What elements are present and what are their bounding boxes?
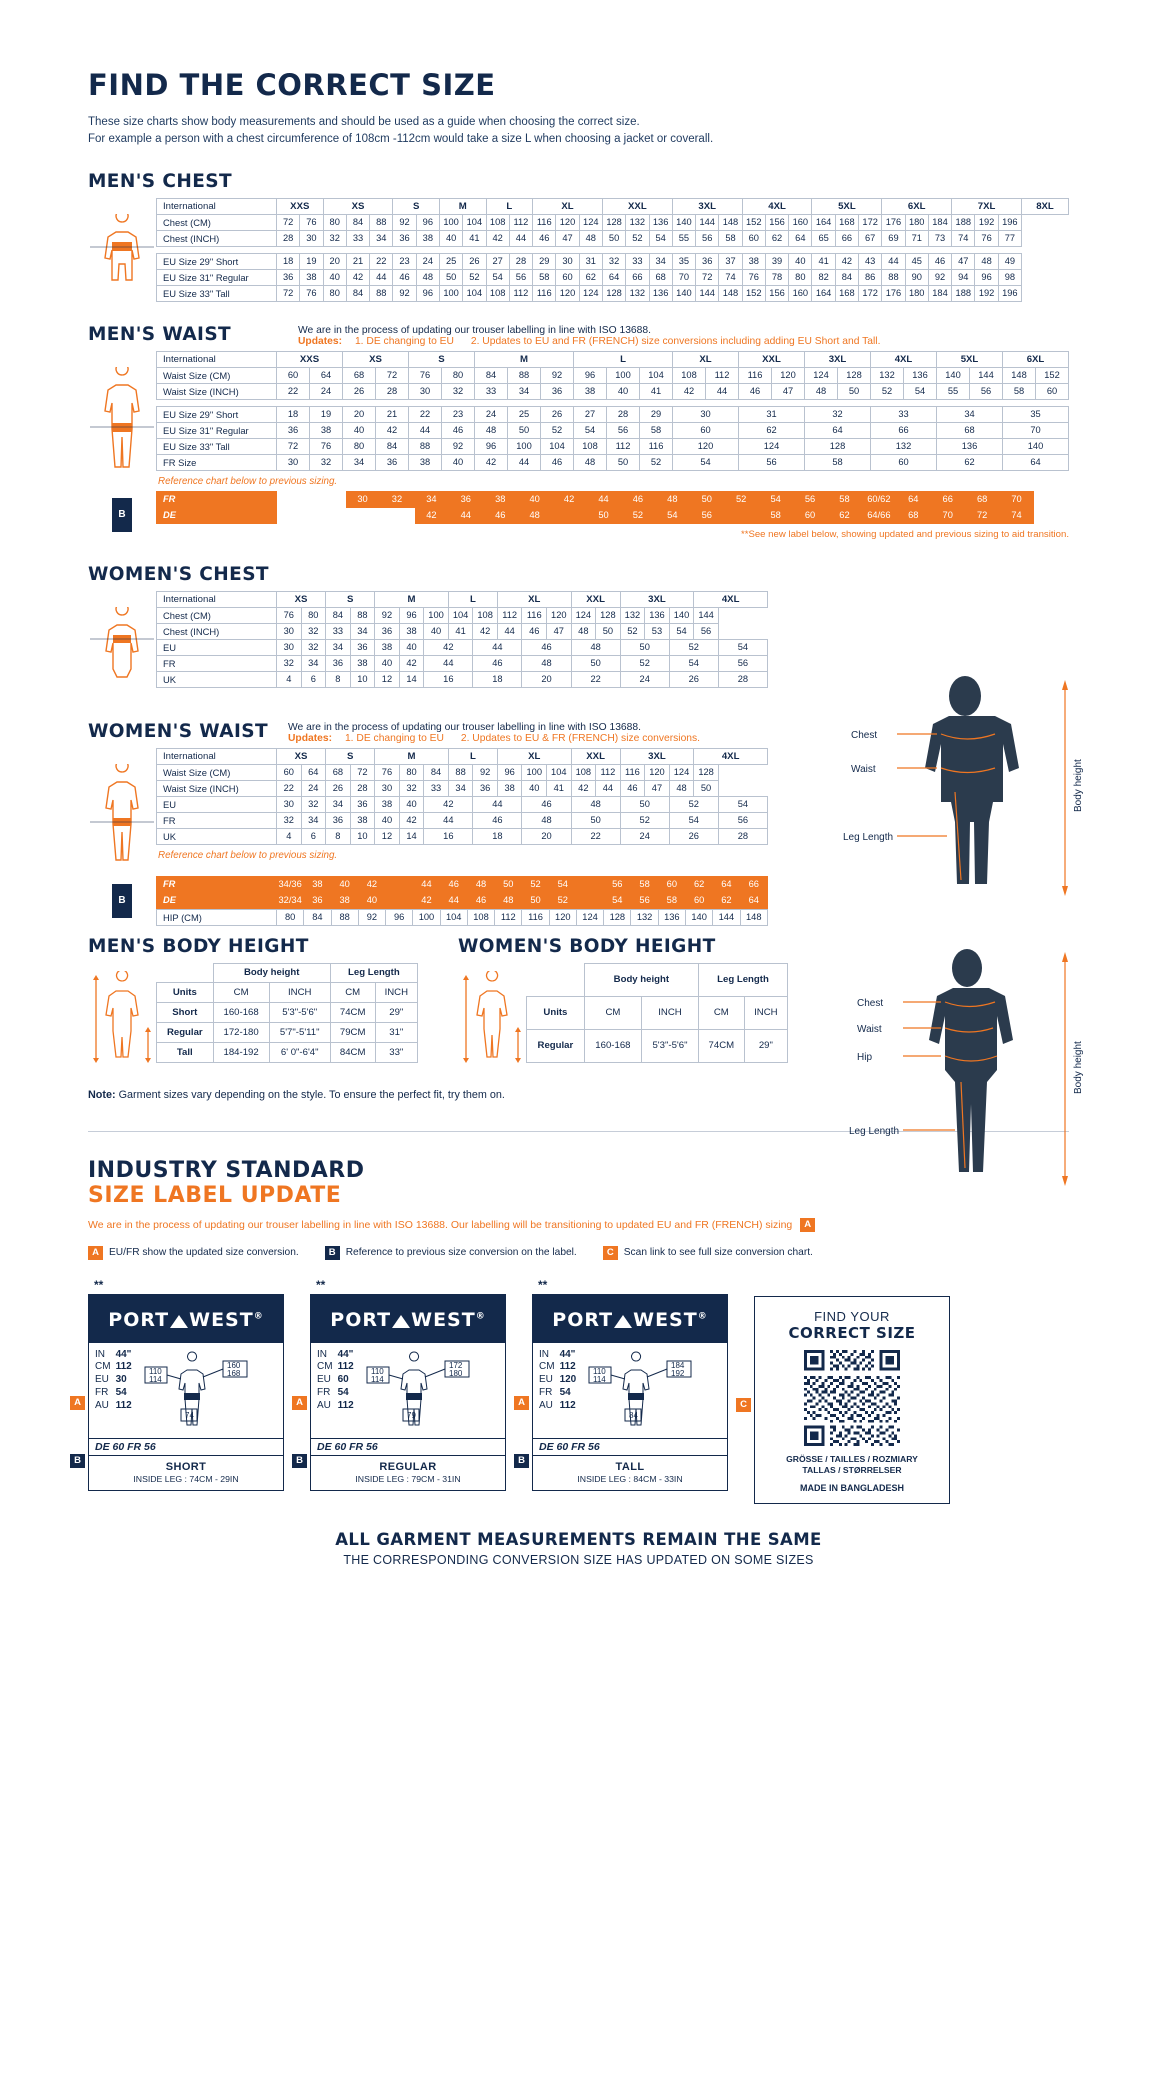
mannequin-f-label-leg-length: Leg Length <box>849 1126 900 1137</box>
male-height-figure-icon <box>88 963 156 1063</box>
mens-waist-previous-fr-de-table <box>156 491 1069 524</box>
table-row: Chest (CM) 76 80 84 88 92 96 100 104 108 112 116 120 124 128 132 136 140 144 <box>157 607 768 623</box>
table-header-row: International XXS XS S M L XL XXL 3XL 4XL 5XL 6XL 7XL 8XL <box>157 198 1069 214</box>
section-title-womens-body-height: WOMEN'S BODY HEIGHT <box>458 935 716 957</box>
womens-waist-previous-fr-de-table <box>156 876 768 909</box>
label-previous-sizes-regular: DE 60 FR 56 <box>311 1438 505 1455</box>
closing-statement <box>88 1530 1069 1567</box>
section-title-womens-waist: WOMEN'S WAIST <box>88 720 269 742</box>
badge-a-tall: A <box>514 1396 529 1410</box>
qr-languages-line2: TALLAS / STØRRELSER <box>802 1465 902 1476</box>
section-title-womens-chest: WOMEN'S CHEST <box>88 563 269 585</box>
fit-note-text: Garment sizes vary depending on the style. To ensure the perfect fit, try them on. <box>115 1088 505 1101</box>
label-stars-short: ** <box>94 1277 104 1292</box>
womens-waist-update-2: 2. Updates to EU & FR (FRENCH) size conversions. <box>460 732 701 744</box>
table-row: Tall 184-192 6' 0"-6'4" 84CM 33" <box>157 1042 418 1062</box>
label-inside-leg-regular: INSIDE LEG : 79CM - 31IN <box>355 1473 461 1484</box>
mens-waist-update-2: 2. Updates to EU and FR (FRENCH) size conversions including adding EU Short and Tall. <box>470 335 881 347</box>
table-row: Short 160-168 5'3"-5'6" 74CM 29" <box>157 1003 418 1023</box>
intro-line-1: These size charts show body measurements and should be used as a guide when choosing the correct size. <box>88 116 640 128</box>
mens-waist-table <box>156 351 1069 471</box>
table-row: EU Size 31" Regular 36 38 40 42 44 46 48 50 52 54 56 58 60 62 64 66 68 70 <box>157 422 1069 438</box>
table-row: UK 4 6 8 10 12 14 16 18 20 22 24 26 28 <box>157 828 768 844</box>
industry-standard-title: INDUSTRY STANDARD <box>88 1157 365 1183</box>
svg-text:184: 184 <box>671 1360 685 1370</box>
table-row: Units CM INCH CM INCH <box>527 996 788 1029</box>
badge-b-regular: B <box>292 1454 307 1468</box>
mannequin-label-waist: Waist <box>851 764 876 775</box>
intro-text <box>88 114 1069 149</box>
label-card-tall <box>518 1277 728 1491</box>
womens-waist-note-main: We are in the process of updating our trouser labelling in line with ISO 13688. <box>288 721 641 733</box>
spacer-cell <box>527 963 585 996</box>
spacer-cell <box>157 963 214 983</box>
portwest-logo-short: PORT WEST® <box>89 1295 283 1343</box>
label-previous-sizes-tall: DE 60 FR 56 <box>533 1438 727 1455</box>
table-row: EU Size 33" Tall 72 76 80 84 88 92 96 100 104 108 112 116 120 124 128 132 136 140 144 148 152 156 160 164 168 172 176 180 184 188 192 196 <box>157 285 1069 301</box>
svg-text:79: 79 <box>406 1410 416 1420</box>
label-examples <box>74 1277 1069 1504</box>
womens-waist-update-1: 1. DE changing to EU <box>344 732 444 744</box>
mens-waist-footnote: **See new label below, showing updated and previous sizing to aid transition. <box>740 528 1069 540</box>
label-sizes-tall: IN 44" CM 112 EU 120 FR 54 AU 112 <box>539 1348 577 1411</box>
svg-text:110: 110 <box>370 1366 384 1376</box>
mens-waist-update-1: 1. DE changing to EU <box>354 335 454 347</box>
table-row: FR 32 34 36 38 40 42 44 46 48 50 52 54 56 <box>157 812 768 828</box>
legend-item-a <box>88 1246 299 1260</box>
male-mannequin <box>837 672 1087 902</box>
label-fit-short: SHORT <box>165 1460 207 1473</box>
table-row: Waist Size (INCH) 22 24 26 28 30 32 33 34 36 38 40 41 42 44 46 47 48 50 <box>157 780 768 796</box>
label-figure-regular <box>359 1349 501 1436</box>
legend-text-b: Reference to previous size conversion on the label. <box>345 1247 577 1258</box>
table-row: FR 30 32 34 36 38 40 42 44 46 48 50 52 54 56 58 60/62 64 66 68 70 <box>157 491 1069 507</box>
closing-line-1: ALL GARMENT MEASUREMENTS REMAIN THE SAME <box>335 1529 822 1549</box>
mannequin-f-label-chest: Chest <box>857 998 884 1009</box>
badge-c-icon: C <box>603 1246 618 1260</box>
male-waist-figure-icon <box>88 351 156 491</box>
legend-text-c: Scan link to see full size conversion chart. <box>623 1247 813 1258</box>
table-row: Chest (INCH) 28 30 32 33 34 36 38 40 41 42 44 46 47 48 50 52 54 55 56 58 60 62 64 65 66 67 69 71 73 74 76 77 <box>157 230 1069 246</box>
table-row: EU Size 33" Tall 72 76 80 84 88 92 96 100 104 108 112 116 120 124 128 132 136 140 <box>157 438 1069 454</box>
label-inside-leg-tall: INSIDE LEG : 84CM - 33IN <box>577 1473 683 1484</box>
mens-body-height-table <box>156 963 418 1063</box>
label-fit-tall: TALL <box>615 1460 645 1473</box>
table-row: Waist Size (CM) 60 64 68 72 76 80 84 88 92 96 100 104 108 112 116 120 124 128 132 136 140 144 148 152 <box>157 367 1069 383</box>
womens-body-height-table <box>526 963 788 1063</box>
section-title-mens-chest: MEN'S CHEST <box>88 170 232 192</box>
badge-b-short: B <box>70 1454 85 1468</box>
svg-text:84: 84 <box>629 1410 639 1420</box>
table-row: HIP (CM) 80 84 88 92 96 100 104 108 112 116 120 124 128 132 136 140 144 148 <box>157 909 768 925</box>
fit-note-label: Note: <box>88 1088 116 1101</box>
female-waist-figure-icon <box>88 748 156 876</box>
mens-chest-table <box>156 198 1069 302</box>
section-title-mens-body-height: MEN'S BODY HEIGHT <box>88 935 309 957</box>
badge-b-tall: B <box>514 1454 529 1468</box>
mens-waist-note-main: We are in the process of updating our trouser labelling in line with ISO 13688. <box>298 324 651 336</box>
womens-waist-block <box>88 748 768 876</box>
mannequin-illustrations <box>837 672 1087 1194</box>
mens-chest-block <box>88 198 1069 310</box>
table-row: EU 30 32 34 36 38 40 42 44 46 48 50 52 54 <box>157 639 768 655</box>
mens-waist-updates-label: Updates: <box>298 335 343 347</box>
qr-find-your: FIND YOUR <box>814 1308 890 1324</box>
table-header-row: International XS S M L XL XXL 3XL 4XL <box>157 748 768 764</box>
table-row: Regular 172-180 5'7"-5'11" 79CM 31" <box>157 1022 418 1042</box>
svg-text:114: 114 <box>148 1374 162 1384</box>
closing-line-2: THE CORRESPONDING CONVERSION SIZE HAS UPDATED ON SOME SIZES <box>343 1552 814 1567</box>
mannequin-f-label-hip: Hip <box>857 1052 873 1063</box>
svg-text:110: 110 <box>593 1366 607 1376</box>
legend-item-c <box>603 1246 813 1260</box>
table-row: EU Size 29" Short 18 19 20 21 22 23 24 25 26 27 28 29 30 31 32 33 34 35 <box>157 406 1069 422</box>
table-row: Waist Size (CM) 60 64 68 72 76 80 84 88 92 96 100 104 108 112 116 120 124 128 <box>157 764 768 780</box>
svg-text:160: 160 <box>226 1360 241 1370</box>
label-figure-tall <box>581 1349 723 1436</box>
table-row: UK 4 6 8 10 12 14 16 18 20 22 24 26 28 <box>157 671 768 687</box>
svg-text:192: 192 <box>671 1368 685 1378</box>
svg-text:74: 74 <box>184 1410 194 1420</box>
badge-b-womens-waist: B <box>112 884 132 918</box>
label-stars-tall: ** <box>538 1277 548 1292</box>
legend <box>88 1246 1069 1260</box>
table-row: EU Size 31" Regular 36 38 40 42 44 46 48 50 52 54 56 58 60 62 64 66 68 70 72 74 76 78 80 82 84 86 88 90 92 94 96 98 <box>157 269 1069 285</box>
svg-text:168: 168 <box>226 1368 241 1378</box>
label-card-short <box>74 1277 284 1491</box>
badge-a-inline: A <box>800 1218 815 1232</box>
mannequin-label-body-height: Body height <box>1073 759 1084 812</box>
legend-item-b <box>325 1246 577 1260</box>
table-header-row: Body height Leg Length <box>527 963 788 996</box>
womens-waist-ref-note: Reference chart below to previous sizing. <box>158 849 338 861</box>
legend-text-a: EU/FR show the updated size conversion. <box>109 1247 299 1258</box>
mens-waist-block <box>88 351 1069 491</box>
qr-languages-line1: GRÖSSE / TAILLES / ROZMIARY <box>786 1453 918 1464</box>
label-inside-leg-short: INSIDE LEG : 74CM - 29IN <box>133 1473 239 1484</box>
label-previous-sizes-short: DE 60 FR 56 <box>89 1438 283 1455</box>
qr-card <box>754 1296 950 1504</box>
size-label-update-title: SIZE LABEL UPDATE <box>88 1182 342 1208</box>
male-torso-figure-icon <box>88 198 156 310</box>
table-header-row: International XXS XS S M L XL XXL 3XL 4XL 5XL 6XL <box>157 351 1069 367</box>
label-figure-short <box>137 1349 279 1436</box>
badge-b-mens-waist: B <box>112 498 132 532</box>
female-mannequin <box>837 944 1087 1194</box>
qr-correct-size: CORRECT SIZE <box>788 1323 916 1342</box>
table-row: EU 30 32 34 36 38 40 42 44 46 48 50 52 54 <box>157 796 768 812</box>
table-row: EU Size 29" Short 18 19 20 21 22 23 24 25 26 27 28 29 30 31 32 33 34 35 36 37 38 39 40 41 42 43 44 45 46 47 48 49 <box>157 253 1069 269</box>
table-row: FR 34/36 38 40 42 44 46 48 50 52 54 56 58 60 62 64 66 <box>157 876 768 892</box>
badge-a-short: A <box>70 1396 85 1410</box>
table-row: Chest (INCH) 30 32 33 34 36 38 40 41 42 44 46 47 48 50 52 53 54 56 <box>157 623 768 639</box>
table-row: FR 32 34 36 38 40 42 44 46 48 50 52 54 56 <box>157 655 768 671</box>
mannequin-label-leg-length: Leg Length <box>843 832 894 843</box>
table-row: Units CM INCH CM INCH <box>157 983 418 1003</box>
female-torso-figure-icon <box>88 591 156 707</box>
womens-waist-table <box>156 748 768 845</box>
svg-text:172: 172 <box>448 1360 463 1370</box>
table-row: DE 42 44 46 48 50 52 54 56 58 60 62 64/66 68 70 72 74 <box>157 507 1069 523</box>
table-row: Chest (CM) 72 76 80 84 88 92 96 100 104 108 112 116 120 124 128 132 136 140 144 148 152 156 160 164 168 172 176 180 184 188 192 196 <box>157 214 1069 230</box>
womens-waist-updates-label: Updates: <box>288 732 333 744</box>
womens-chest-table <box>156 591 768 688</box>
section-title-mens-waist: MEN'S WAIST <box>88 323 232 345</box>
portwest-logo-regular: PORT WEST® <box>311 1295 505 1343</box>
svg-text:114: 114 <box>593 1374 607 1384</box>
mannequin-f-label-waist: Waist <box>857 1024 882 1035</box>
badge-a-icon: A <box>88 1246 103 1260</box>
mannequin-f-label-body-height: Body height <box>1073 1041 1084 1094</box>
qr-code-icon[interactable] <box>804 1350 900 1446</box>
badge-a-regular: A <box>292 1396 307 1410</box>
table-header-row: International XS S M L XL XXL 3XL 4XL <box>157 591 768 607</box>
table-row: Waist Size (INCH) 22 24 26 28 30 32 33 34 36 38 40 41 42 44 46 47 48 50 52 54 55 56 58 60 <box>157 383 1069 399</box>
label-stars-regular: ** <box>316 1277 326 1292</box>
intro-line-2: For example a person with a chest circumference of 108cm -112cm would take a size L when choosing a jacket or coverall. <box>88 133 714 146</box>
portwest-logo-tall: PORT WEST® <box>533 1295 727 1343</box>
industry-lead: We are in the process of updating our trouser labelling in line with ISO 13688. Our labelling will be transitioning to updated EU and FR (FRENCH) sizing A <box>88 1218 1069 1232</box>
table-row: FR Size 30 32 34 36 38 40 42 44 46 48 50 52 54 56 58 60 62 64 <box>157 454 1069 470</box>
svg-text:180: 180 <box>448 1368 463 1378</box>
table-header-row: Body height Leg Length <box>157 963 418 983</box>
svg-text:110: 110 <box>148 1366 162 1376</box>
mannequin-label-chest: Chest <box>851 730 878 741</box>
label-fit-regular: REGULAR <box>379 1460 437 1473</box>
womens-chest-block <box>88 591 768 707</box>
womens-hip-table <box>156 909 768 926</box>
col-international: International <box>157 198 277 214</box>
svg-text:114: 114 <box>370 1374 384 1384</box>
table-row: Regular 160-168 5'3"-5'6" 74CM 29" <box>527 1029 788 1062</box>
table-row: DE 32/34 36 38 40 42 44 46 48 50 52 54 56 58 60 62 64 <box>157 892 768 908</box>
qr-made-in: MADE IN BANGLADESH <box>799 1482 904 1493</box>
label-sizes-short: IN 44" CM 112 EU 30 FR 54 AU 112 <box>95 1348 132 1411</box>
label-sizes-regular: IN 44" CM 112 EU 60 FR 54 AU 112 <box>317 1348 354 1411</box>
badge-b-icon: B <box>325 1246 340 1260</box>
badge-c-card: C <box>736 1398 751 1412</box>
label-card-regular <box>296 1277 506 1491</box>
page-title: FIND THE CORRECT SIZE <box>88 68 496 102</box>
female-height-figure-icon <box>458 963 526 1063</box>
mens-waist-ref-note: Reference chart below to previous sizing. <box>158 475 338 487</box>
